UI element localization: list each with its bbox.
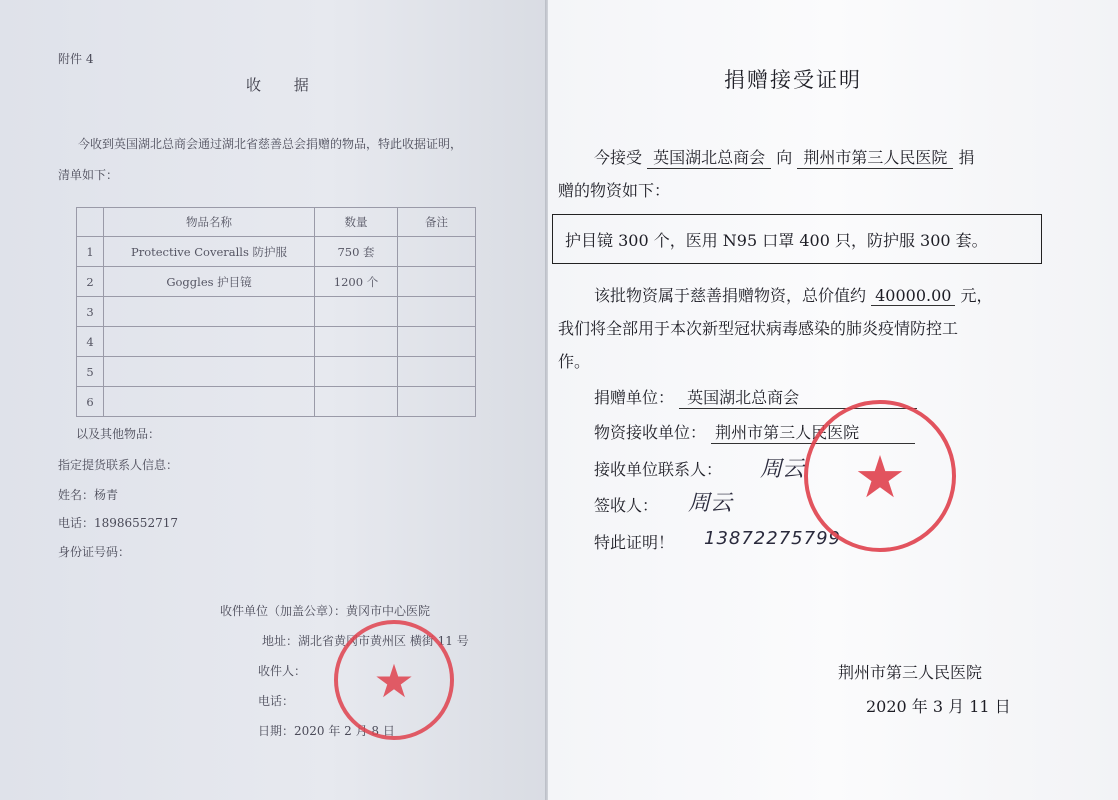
table-row	[77, 267, 476, 297]
p2-prefix: 该批物资属于慈善捐赠物资，总价值约	[594, 286, 867, 305]
p1-prefix: 今接受	[594, 148, 643, 167]
table-row	[77, 357, 476, 387]
official-seal-right	[804, 400, 956, 552]
star-icon: ★	[854, 443, 906, 511]
table-cell	[104, 327, 315, 357]
donor-label: 捐赠单位：	[594, 388, 675, 407]
contact-info-label: 指定提货联系人信息：	[58, 458, 179, 472]
table-cell	[315, 387, 398, 417]
certificate-title: 捐赠接受证明	[724, 68, 862, 92]
receipt-page	[0, 0, 548, 800]
receiver-phone-label: 电话：	[258, 694, 295, 708]
table-cell: 1	[77, 237, 104, 267]
contact-phone: 电话：18986552717	[58, 516, 178, 530]
table-cell: 750 套	[315, 237, 398, 267]
table-cell: Goggles 护目镜	[104, 267, 315, 297]
handwritten-phone: 13872275799	[704, 528, 841, 549]
table-header: 物品名称	[104, 208, 315, 237]
paragraph-1-line-1	[594, 145, 974, 169]
table-header: 备注	[398, 208, 476, 237]
paragraph-2-line-3: 作。	[558, 352, 591, 371]
receiver-value: 荆州市第三人民医院	[711, 420, 915, 444]
certificate-page	[548, 0, 1118, 800]
table-cell	[398, 357, 476, 387]
table-cell: 4	[77, 327, 104, 357]
table-cell	[104, 357, 315, 387]
table-cell	[398, 327, 476, 357]
p1-recipient: 荆州市第三人民医院	[797, 145, 953, 169]
receiver-unit: 收件单位（加盖公章）：黄冈市中心医院	[220, 604, 431, 618]
receiver-address: 地址：湖北省黄冈市黄州区 横街 11 号	[262, 634, 469, 648]
p2-suffix: 元，	[960, 286, 993, 305]
p2-value: 40000.00	[871, 286, 955, 306]
contact-signature: 周云	[760, 457, 805, 482]
table-cell: 2	[77, 267, 104, 297]
p1-donor: 英国湖北总商会	[647, 145, 771, 169]
p1-mid: 向	[776, 148, 793, 167]
certify-label: 特此证明！	[594, 533, 675, 552]
paragraph-1-line-2: 赠的物资如下：	[558, 181, 671, 200]
paragraph-2-line-2: 我们将全部用于本次新型冠状病毒感染的肺炎疫情防控工	[558, 319, 959, 338]
table-header-row	[77, 208, 476, 237]
table-cell: 3	[77, 297, 104, 327]
table-cell	[315, 327, 398, 357]
p1-suffix: 捐	[958, 148, 975, 167]
table-cell	[315, 357, 398, 387]
donor-value: 英国湖北总商会	[679, 385, 917, 409]
items-box: 护目镜 300 个，医用 N95 口罩 400 只，防护服 300 套。	[552, 214, 1042, 264]
table-cell	[398, 237, 476, 267]
table-row	[77, 237, 476, 267]
table-cell	[398, 297, 476, 327]
items-table	[76, 207, 476, 417]
table-row	[77, 327, 476, 357]
paragraph-2-line-1	[594, 283, 993, 306]
intro-line-1: 今收到英国湖北总商会通过湖北省慈善总会捐赠的物品，特此收据证明，	[78, 137, 463, 151]
signer-label: 签收人：	[594, 496, 659, 515]
footer-organization: 荆州市第三人民医院	[838, 663, 983, 682]
receiver-label: 物资接收单位：	[594, 423, 707, 442]
receipt-date: 日期：2020 年 2 月 8 日	[258, 724, 395, 738]
intro-line-2: 清单如下：	[58, 168, 119, 182]
id-number-label: 身份证号码：	[58, 545, 131, 559]
other-items-label: 以及其他物品：	[76, 427, 161, 441]
receiver-person-label: 收件人：	[258, 664, 307, 678]
table-cell	[315, 297, 398, 327]
table-header: 数量	[315, 208, 398, 237]
table-header	[77, 208, 104, 237]
table-cell	[104, 387, 315, 417]
star-icon: ★	[373, 654, 415, 708]
signer-signature: 周云	[688, 491, 733, 516]
contact-name: 姓名：杨青	[58, 488, 119, 502]
table-cell	[104, 297, 315, 327]
table-cell: 1200 个	[315, 267, 398, 297]
table-cell: Protective Coveralls 防护服	[104, 237, 315, 267]
table-cell	[398, 387, 476, 417]
footer-date: 2020 年 3 月 11 日	[866, 697, 1011, 716]
contact-label: 接收单位联系人：	[594, 460, 723, 479]
receipt-title: 收 据	[246, 76, 323, 94]
table-row	[77, 297, 476, 327]
table-row	[77, 387, 476, 417]
table-cell: 6	[77, 387, 104, 417]
table-cell: 5	[77, 357, 104, 387]
annex-label: 附件 4	[58, 52, 94, 66]
table-cell	[398, 267, 476, 297]
official-seal-left	[334, 620, 454, 740]
